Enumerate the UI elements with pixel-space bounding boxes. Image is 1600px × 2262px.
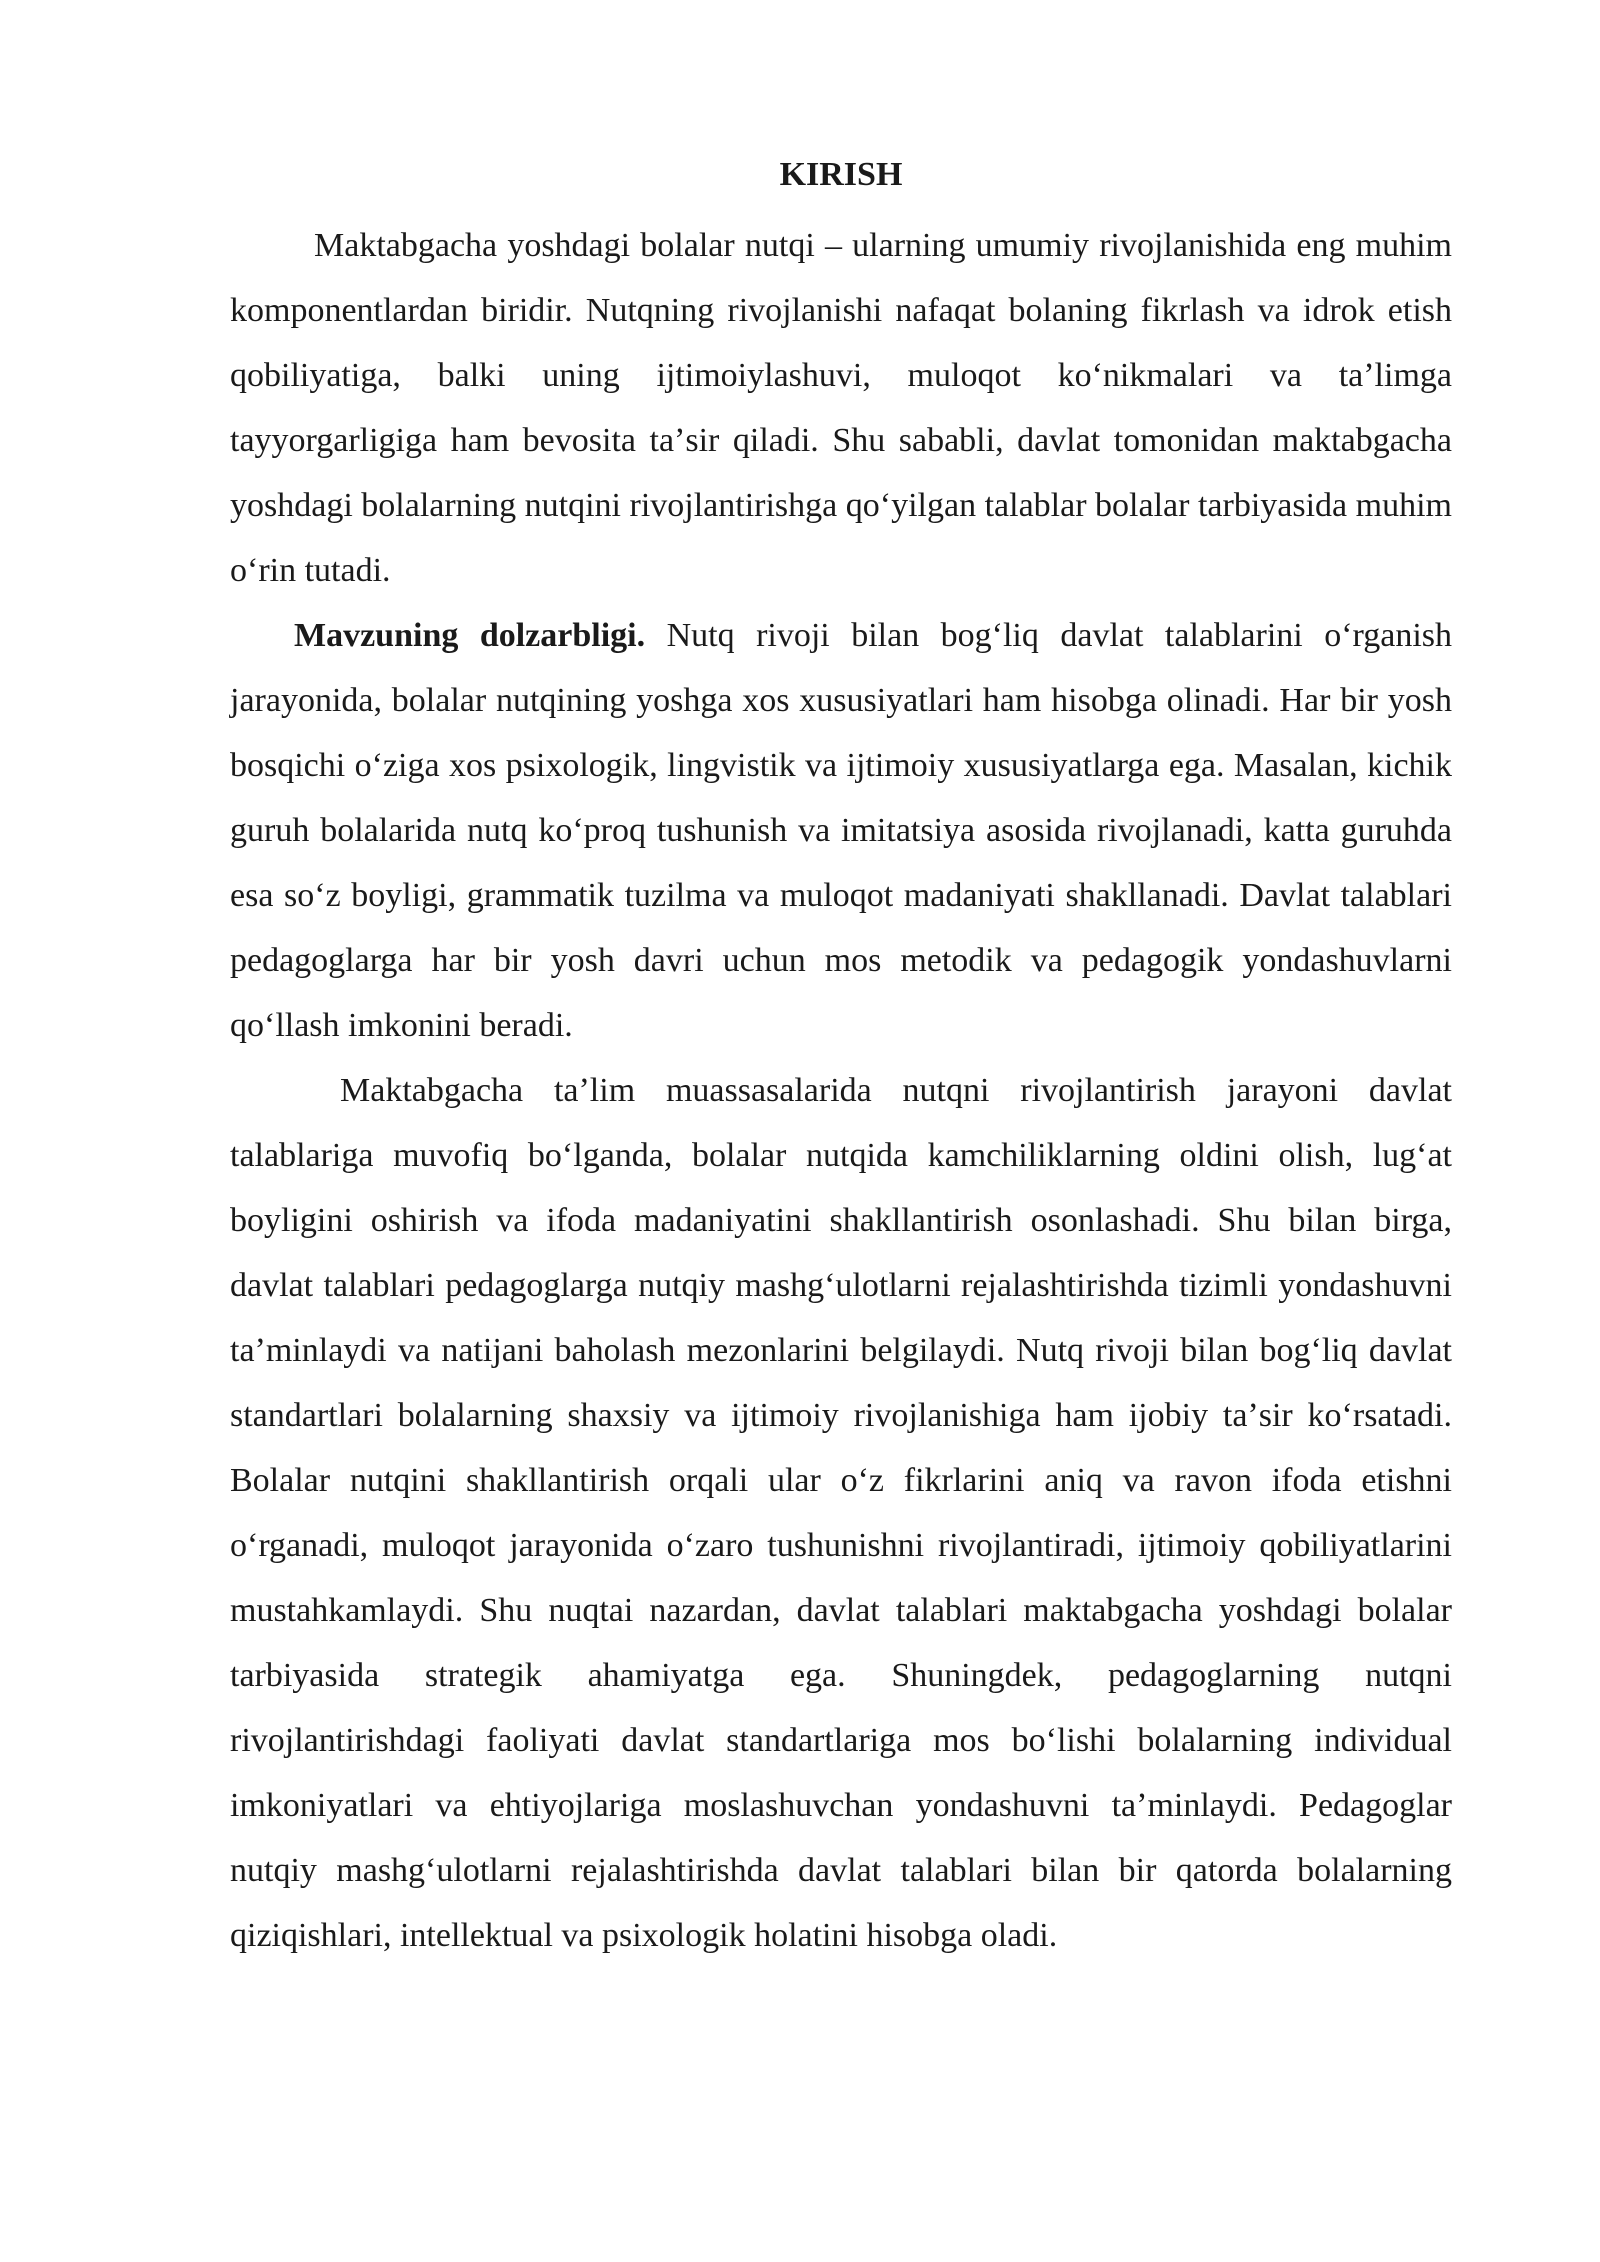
standards-paragraph bbox=[230, 1058, 1452, 1968]
document-body bbox=[230, 148, 1452, 1968]
intro-paragraph-text: Maktabgacha yoshdagi bolalar nutqi – ularning umumiy rivojlanishida eng muhim komponentlardan biridir. Nutqning rivojlanishi nafaqat bolaning fikrlash va idrok etish qobiliyatiga, balki uning ijtimoiylashuvi, muloqot koʻnikmalari va taʼlimga tayyorgarligiga ham bevosita taʼsir qiladi. Shu sababli, davlat tomonidan maktabgacha yoshdagi bolalarning nutqini rivojlantirishga qoʻyilgan talablar bolalar tarbiyasida muhim oʻrin tutadi. bbox=[230, 227, 1452, 589]
intro-paragraph bbox=[230, 213, 1452, 603]
relevance-paragraph-text: Nutq rivoji bilan bogʻliq davlat talablarini oʻrganish jarayonida, bolalar nutqining yoshga xos xususiyatlari ham hisobga olinadi. Har bir yosh bosqichi oʻziga xos psixologik, lingvistik va ijtimoiy xususiyatlarga ega. Masalan, kichik guruh bolalarida nutq koʻproq tushunish va imitatsiya asosida rivojlanadi, katta guruhda esa soʻz boyligi, grammatik tuzilma va muloqot madaniyati shakllanadi. Davlat talablari pedagoglarga har bir yosh davri uchun mos metodik va pedagogik yondashuvlarni qoʻllash imkonini beradi. bbox=[230, 617, 1453, 1044]
page-title: KIRISH bbox=[779, 156, 903, 193]
relevance-heading: Mavzuning dolzarbligi. bbox=[294, 617, 646, 654]
standards-paragraph-text: Maktabgacha taʼlim muassasalarida nutqni rivojlantirish jarayoni davlat talablariga muvofiq boʻlganda, bolalar nutqida kamchiliklarning oldini olish, lugʻat boyligini oshirish va ifoda madaniyatini shakllantirish osonlashadi. Shu bilan birga, davlat talablari pedagoglarga nutqiy mashgʻulotlarni rejalashtirishda tizimli yondashuvni taʼminlaydi va natijani baholash mezonlarini belgilaydi. Nutq rivoji bilan bogʻliq davlat standartlari bolalarning shaxsiy va ijtimoiy rivojlanishiga ham ijobiy taʼsir koʻrsatadi. Bolalar nutqini shakllantirish orqali ular oʻz fikrlarini aniq va ravon ifoda etishni oʻrganadi, muloqot jarayonida oʻzaro tushunishni rivojlantiradi, ijtimoiy qobiliyatlarini mustahkamlaydi. Shu nuqtai nazardan, davlat talablari maktabgacha yoshdagi bolalar tarbiyasida strategik ahamiyatga ega. Shuningdek, pedagoglarning nutqni rivojlantirishdagi faoliyati davlat standartlariga mos boʻlishi bolalarning individual imkoniyatlari va ehtiyojlariga moslashuvchan yondashuvni taʼminlaydi. Pedagoglar nutqiy mashgʻulotlarni rejalashtirishda davlat talablari bilan bir qatorda bolalarning qiziqishlari, intellektual va psixologik holatini hisobga oladi. bbox=[230, 1072, 1452, 1954]
relevance-paragraph bbox=[230, 603, 1452, 1058]
